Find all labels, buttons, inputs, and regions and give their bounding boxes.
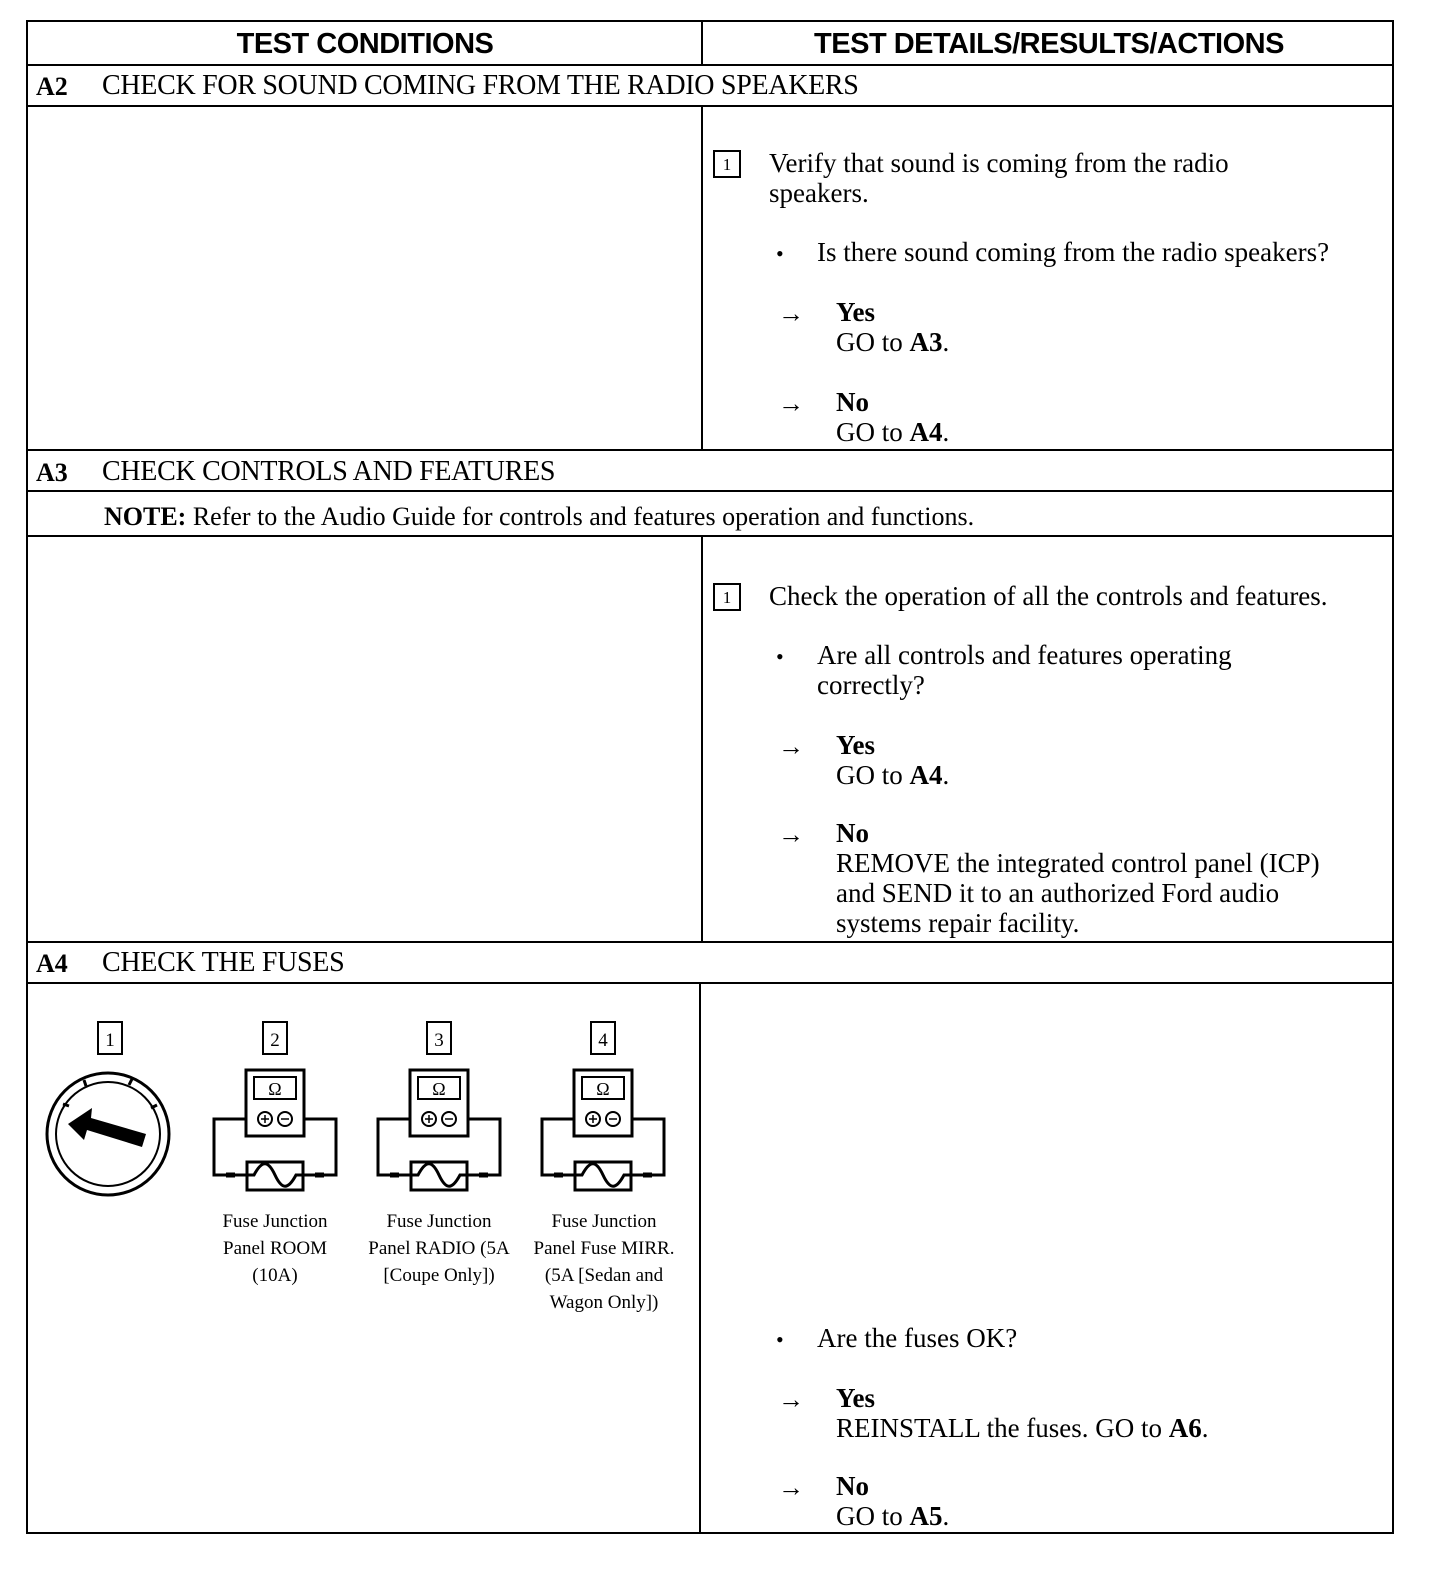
arrow-right-icon: → xyxy=(778,820,804,849)
ohmmeter-fuse-icon xyxy=(378,1070,500,1190)
step-line: Verify that sound is coming from the radio xyxy=(769,148,1229,178)
action-text: GO to xyxy=(836,1501,910,1531)
divider xyxy=(28,105,1392,107)
header-test-details: TEST DETAILS/RESULTS/ACTIONS xyxy=(814,28,1284,60)
note xyxy=(104,502,974,532)
figure-step-box xyxy=(98,1022,122,1054)
arrow-right-icon: → xyxy=(778,1385,804,1414)
no-label: No xyxy=(836,1471,869,1501)
action-suffix: . xyxy=(942,417,950,447)
note-text: Refer to the Audio Guide for controls and features operation and functions. xyxy=(186,502,975,531)
step-instruction xyxy=(769,148,1229,208)
no-label: No xyxy=(836,387,869,417)
svg-text:2: 2 xyxy=(270,1030,280,1051)
bullet: • xyxy=(776,644,784,669)
svg-text:Ω: Ω xyxy=(268,1079,282,1099)
column-divider xyxy=(701,535,703,941)
bullet: • xyxy=(776,1327,784,1352)
divider xyxy=(28,941,1392,943)
no-outcome xyxy=(836,818,1320,938)
column-divider xyxy=(701,105,703,449)
bullet: • xyxy=(776,241,784,266)
caption-line: Panel Fuse MIRR. xyxy=(533,1238,675,1259)
no-outcome xyxy=(836,1471,949,1531)
action-text: GO to xyxy=(836,417,910,447)
divider xyxy=(28,449,1392,451)
action-suffix: . xyxy=(942,1501,950,1531)
caption-line: Fuse Junction xyxy=(222,1211,328,1232)
action-ref: A4 xyxy=(909,417,943,447)
svg-text:Ω: Ω xyxy=(432,1079,446,1099)
caption-line: Fuse Junction xyxy=(551,1211,657,1232)
column-divider xyxy=(701,22,703,64)
fuse-test-figure xyxy=(28,984,698,1204)
ohmmeter-fuse-icon xyxy=(214,1070,336,1190)
action-suffix: . xyxy=(942,327,950,357)
caption-line: Fuse Junction xyxy=(386,1211,492,1232)
caption-line: Wagon Only]) xyxy=(549,1292,659,1313)
action-ref: A5 xyxy=(909,1501,943,1531)
yes-label: Yes xyxy=(836,1383,875,1413)
action-ref: A6 xyxy=(1168,1413,1202,1443)
svg-text:4: 4 xyxy=(598,1030,608,1051)
yes-outcome xyxy=(836,730,949,790)
arrow-right-icon: → xyxy=(778,389,804,418)
arrow-right-icon: → xyxy=(778,732,804,761)
svg-text:3: 3 xyxy=(434,1030,444,1051)
arrow-right-icon: → xyxy=(778,299,804,328)
section-id: A2 xyxy=(36,72,68,101)
question: Is there sound coming from the radio speakers? xyxy=(817,237,1330,267)
yes-outcome xyxy=(836,1383,1209,1443)
ignition-switch-off-icon xyxy=(47,1073,169,1195)
action-text: GO to xyxy=(836,327,910,357)
action-line: REMOVE the integrated control panel (ICP) xyxy=(836,848,1320,878)
question-line: correctly? xyxy=(817,670,925,700)
no-outcome xyxy=(836,387,949,447)
action-line: and SEND it to an authorized Ford audio xyxy=(836,878,1280,908)
yes-outcome xyxy=(836,297,949,357)
section-title: CHECK FOR SOUND COMING FROM THE RADIO SPEAKERS xyxy=(102,70,859,101)
note-label: NOTE: xyxy=(104,502,187,531)
figure-step-box xyxy=(427,1022,451,1054)
caption-line: Panel ROOM xyxy=(223,1238,327,1259)
action-ref: A3 xyxy=(909,327,943,357)
action-ref: A4 xyxy=(909,760,943,790)
caption-line: Panel RADIO (5A xyxy=(368,1238,510,1259)
action-suffix: . xyxy=(1201,1413,1209,1443)
svg-text:1: 1 xyxy=(105,1030,115,1051)
section-title: CHECK THE FUSES xyxy=(102,947,345,978)
figure-step-box xyxy=(263,1022,287,1054)
arrow-right-icon: → xyxy=(778,1473,804,1502)
section-id: A3 xyxy=(36,458,68,487)
step-instruction: Check the operation of all the controls and features. xyxy=(769,581,1328,611)
question: Are the fuses OK? xyxy=(817,1323,1018,1353)
figure-step-box xyxy=(591,1022,615,1054)
divider xyxy=(28,64,1392,66)
section-id: A4 xyxy=(36,949,68,978)
step-line: speakers. xyxy=(769,178,869,208)
action-line: systems repair facility. xyxy=(836,908,1080,938)
action-text: REINSTALL the fuses. GO to xyxy=(836,1413,1169,1443)
no-label: No xyxy=(836,818,869,848)
header-test-conditions: TEST CONDITIONS xyxy=(236,28,494,60)
question xyxy=(817,640,1232,700)
svg-text:Ω: Ω xyxy=(596,1079,610,1099)
action-suffix: . xyxy=(942,760,950,790)
diagnostic-table xyxy=(26,20,1394,1534)
fuse-caption-mirr xyxy=(524,1208,684,1316)
step-number-box: 1 xyxy=(713,150,741,178)
yes-label: Yes xyxy=(836,730,875,760)
question-line: Are all controls and features operating xyxy=(817,640,1232,670)
column-divider xyxy=(699,982,701,1534)
section-title: CHECK CONTROLS AND FEATURES xyxy=(102,456,556,487)
action-text: GO to xyxy=(836,760,910,790)
caption-line: (5A [Sedan and xyxy=(544,1265,664,1286)
step-number-box: 1 xyxy=(713,583,741,611)
caption-line: (10A) xyxy=(252,1265,298,1286)
caption-line: [Coupe Only]) xyxy=(383,1265,495,1286)
divider xyxy=(28,535,1392,537)
yes-label: Yes xyxy=(836,297,875,327)
fuse-caption-room xyxy=(196,1208,354,1289)
ohmmeter-fuse-icon xyxy=(542,1070,664,1190)
divider xyxy=(28,490,1392,492)
fuse-caption-radio xyxy=(360,1208,518,1289)
